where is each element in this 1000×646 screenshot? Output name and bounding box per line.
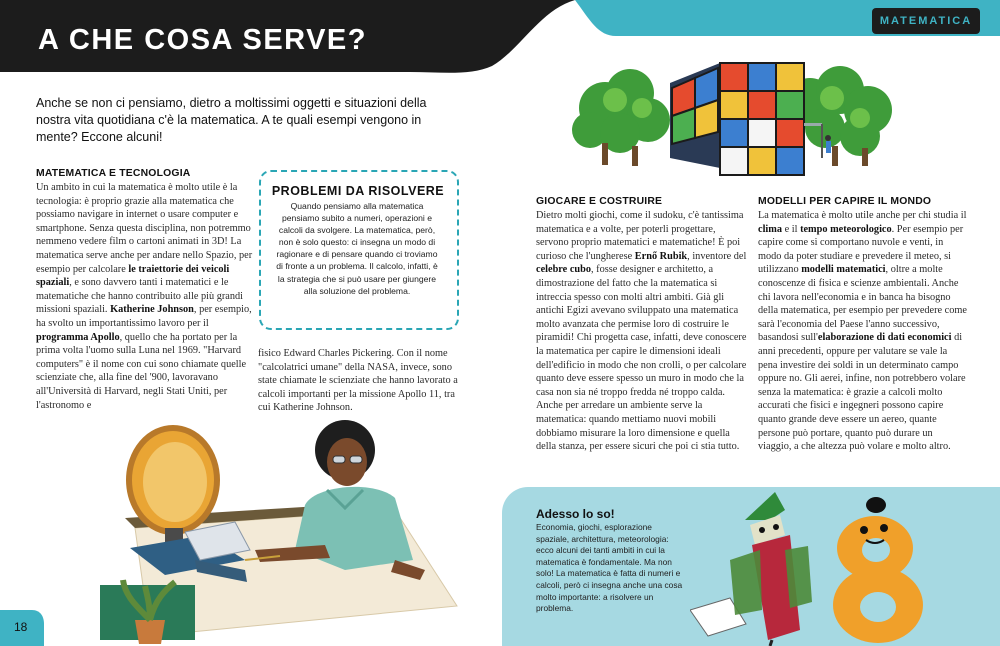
characters-illustration (690, 490, 940, 646)
giocare-text: Dietro molti giochi, come il sudoku, c'è tantissima matematica e a volte, per poterli progettare, servono proprio matematici e matematiche! È poi curioso che l'ungherese Ernő Rubik, inventore del celebre cubo, fosse designer e architetto, a dimostrazione del fatto che la matematica si intreccia spesso con molti altri ambiti. Già gli antichi Egizi avevano sviluppato una matematica molto avanzata che permise loro di costruire le piramidi! Chi progetta case, infatti, deve conoscere la matematica per capire le dimensioni ideali dell'edificio in modo che non crolli, o per calcolare quanto deve essere spesso un muro in modo che la casa non sia né troppo fredda né troppo calda. Anche per arredare un ambiente serve la matematica: quando mettiamo nuovi mobili dobbiamo misurare la loro dimensione e quella della stanza, per essere sicuri che poi ci stia tutto. (536, 210, 747, 453)
tecnologia-text: Un ambito in cui la matematica è molto utile è la tecnologia: è proprio grazie alla matematica che possiamo navigare in internet o usare computer e smartphone. Senza questa disciplina, non potremmo nemmeno vedere film o cartoni animati in 3D! La matematica serve anche per andare nello Spazio, per esempio per calcolare le traiettorie dei veicoli spaziali, e sono davvero tanti i matematici e le matematiche che hanno contribuito alle più grandi missioni spaziali. Katherine Johnson, per esempio, ha svolto un importantissimo lavoro per il programma Apollo, quello che ha portato per la prima volta l'uomo sulla Luna nel 1969. "Harvard computers" è il nome con cui sono chiamate quelle scienziate che, alla fine del '900, lavoravano all'Università di Harvard, negli Stati Uniti, per l'astronomo e (36, 182, 253, 411)
intro-text: Anche se non ci pensiamo, dietro a moltissimi oggetti e situazioni della nostra vita quotidiana c'è la matematica. A te quali esempi vengono in mente? Eccone alcuni! (36, 96, 427, 144)
section-title-modelli: MODELLI PER CAPIRE IL MONDO (758, 196, 932, 207)
page-title: A CHE COSA SERVE? (38, 24, 367, 56)
problemi-text: Quando pensiamo alla matematica pensiamo subito a numeri, operazioni e calcoli da svolgere. La matematica, però, non è solo questo: ci insegna un modo di ragionare e di pensare quando ci troviamo di fronte a un problema. Il calcolo, infatti, è la strategia che si può usare per giungere alla soluzione del problema. (276, 201, 438, 296)
tecnologia-text-continued: fisico Edward Charles Pickering. Con il nome "calcolatrici umane" della NASA, invece, sono state chiamate le scienziate che hanno lavorato a calcoli importanti per la missione Apollo 11, tra cui Katherine Johnson. (258, 348, 458, 414)
modelli-text: La matematica è molto utile anche per chi studia il clima e il tempo meteorologico. Per esempio per capire come si comportano nuvole e venti, in modo da poter studiare e prevedere il meteo, si utilizzano modelli matematici, oltre a molte conoscenze di fisica e scienze ambientali. Anche chi lavora nell'economia e in banca ha bisogno della matematica, per esempio per prevedere come sarà l'economia del Paese l'anno successivo, basandosi sull'elaborazione di dati economici di anni precedenti, oppure per valutare se vale la pena investire dei soldi in un determinato campo oppure no. Gli aerei, infine, non potrebbero volare senza la matematica: è grazie a calcoli molto accurati che fisici e ingegneri possono capire quanto grande deve essere un aereo, quante persone può portare, quanto può durare un viaggio, a che altezza può volare e molto altro. (758, 210, 967, 453)
adesso-text: Economia, giochi, esplorazione spaziale, architettura, meteorologia: ecco alcuni dei tanti ambiti in cui la matematica è fondamentale. Ma non solo! La matematica è fatta di numeri e calcoli, però ci insegna anche una cosa molto importante: a risolvere un problema. (536, 522, 683, 614)
section-title-tecnologia: MATEMATICA E TECNOLOGIA (36, 168, 191, 179)
problemi-title: PROBLEMI DA RISOLVERE (271, 184, 445, 198)
page-number-left: 18 (14, 620, 28, 634)
adesso-title: Adesso lo so! (536, 507, 615, 521)
section-tag: MATEMATICA (872, 8, 980, 34)
number-eight-character-illustration (833, 497, 923, 643)
katherine-johnson-illustration (95, 410, 475, 646)
rubik-cube-building-illustration (570, 48, 900, 183)
section-title-giocare: GIOCARE E COSTRUIRE (536, 196, 663, 207)
